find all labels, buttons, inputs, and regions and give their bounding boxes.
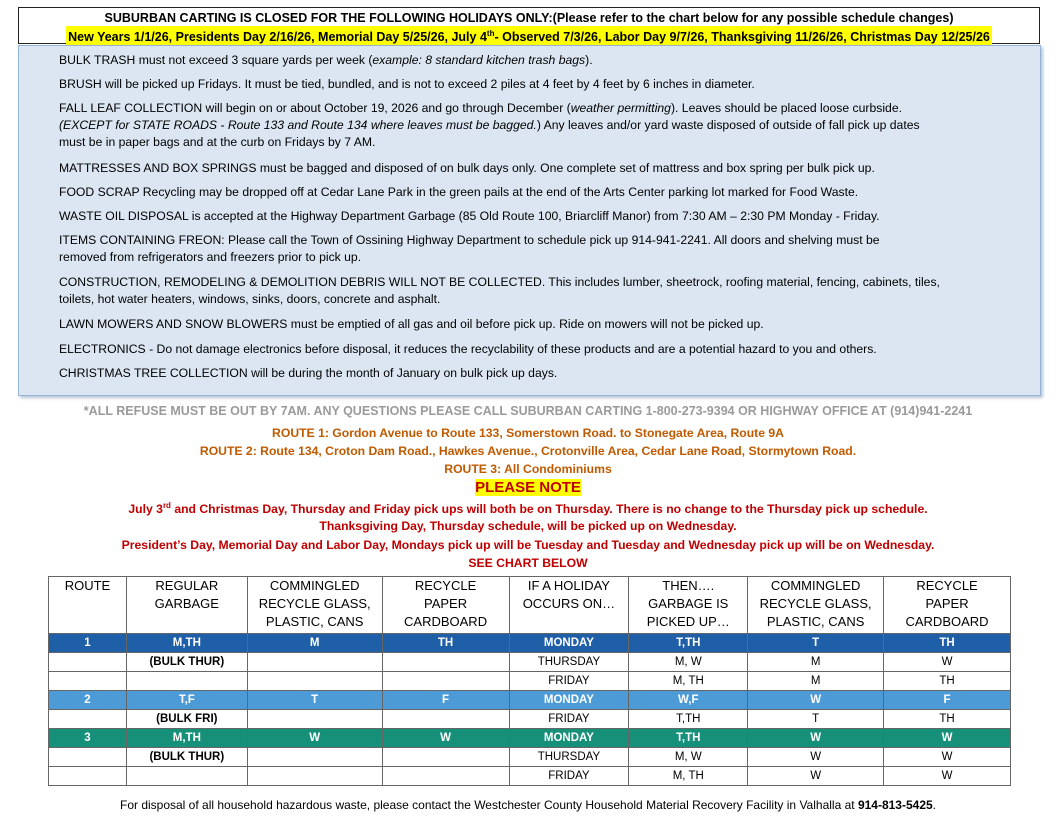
table-row xyxy=(49,748,1011,767)
table-cell: 2 xyxy=(49,691,127,710)
see-chart-below: SEE CHART BELOW xyxy=(468,556,588,570)
table-row xyxy=(49,710,1011,729)
table-cell: F xyxy=(884,691,1011,710)
table-cell xyxy=(382,767,509,786)
column-header: RECYCLE PAPER CARDBOARD xyxy=(382,577,509,634)
table-cell: T xyxy=(748,710,884,729)
table-cell: T,TH xyxy=(629,634,748,653)
table-cell: THURSDAY xyxy=(509,748,629,767)
table-cell xyxy=(382,672,509,691)
table-cell xyxy=(247,710,382,729)
rule-construction: CONSTRUCTION, REMODELING & DEMOLITION DEBRIS WILL NOT BE COLLECTED. This includes lumber, sheetrock, roofing material, fencing, cabinets, tiles, toilets, hot water heaters, windows, sinks, doors, concrete and asphalt. xyxy=(59,275,940,306)
table-cell: W xyxy=(884,653,1011,672)
rule-mattresses: MATTRESSES AND BOX SPRINGS must be bagged and disposed of on bulk days only. One complete set of mattress and box spring per bulk pick up. xyxy=(59,161,875,175)
table-cell: FRIDAY xyxy=(509,672,629,691)
closure-heading: SUBURBAN CARTING IS CLOSED FOR THE FOLLOWING HOLIDAYS ONLY:(Please refer to the chart below for any possible schedule changes) xyxy=(104,11,954,25)
column-header: REGULAR GARBAGE xyxy=(126,577,247,634)
rule-waste-oil: WASTE OIL DISPOSAL is accepted at the Highway Department Garbage (85 Old Route 100, Briarcliff Manor) from 7:30 AM – 2:30 PM Monday - Friday. xyxy=(59,209,880,223)
table-cell: T xyxy=(247,691,382,710)
table-cell: MONDAY xyxy=(509,729,629,748)
rule-fall-leaf: FALL LEAF COLLECTION will begin on or about October 19, 2026 and go through December (weather permitting). Leaves should be placed loose curbside. (EXCEPT for STATE ROADS - Route 133 and Route 134 where leaves must be bagged.) Any leaves and/or yard waste disposed of outside of fall pick up dates must be in paper bags and at the curb on Fridays by 7 AM. xyxy=(59,101,920,149)
column-header: RECYCLE PAPER CARDBOARD xyxy=(884,577,1011,634)
column-header: THEN…. GARBAGE IS PICKED UP… xyxy=(629,577,748,634)
table-cell: M, TH xyxy=(629,767,748,786)
table-cell: W xyxy=(748,691,884,710)
table-cell: TH xyxy=(884,710,1011,729)
table-cell: T xyxy=(748,634,884,653)
rule-christmas-tree: CHRISTMAS TREE COLLECTION will be during the month of January on bulk pick up days. xyxy=(59,366,558,380)
table-cell xyxy=(247,767,382,786)
table-cell: W,F xyxy=(629,691,748,710)
table-cell: F xyxy=(382,691,509,710)
table-cell xyxy=(247,672,382,691)
table-cell xyxy=(126,767,247,786)
table-cell xyxy=(247,653,382,672)
rule-electronics: ELECTRONICS - Do not damage electronics before disposal, it reduces the recyclability of these products and are a potential hazard to you and others. xyxy=(59,342,877,356)
monday-holidays-note: President’s Day, Memorial Day and Labor Day, Mondays pick up will be Tuesday and Tuesday and Wednesday pick up will be on Wednesday. xyxy=(121,538,935,552)
table-cell: MONDAY xyxy=(509,634,629,653)
table-cell xyxy=(49,672,127,691)
table-row xyxy=(49,672,1011,691)
table-row xyxy=(49,691,1011,710)
table-cell: W xyxy=(884,748,1011,767)
table-cell: W xyxy=(748,748,884,767)
table-cell: T,TH xyxy=(629,710,748,729)
please-note-heading: PLEASE NOTE xyxy=(475,479,581,496)
route-1-description: ROUTE 1: Gordon Avenue to Route 133, Somerstown Road. to Stonegate Area, Route 9A xyxy=(272,426,784,440)
table-cell xyxy=(382,748,509,767)
rule-bulk-trash: BULK TRASH must not exceed 3 square yards per week (example: 8 standard kitchen trash bags). xyxy=(59,53,593,67)
table-cell: FRIDAY xyxy=(509,710,629,729)
table-cell: (BULK THUR) xyxy=(126,653,247,672)
table-cell xyxy=(382,653,509,672)
column-header: IF A HOLIDAY OCCURS ON… xyxy=(509,577,629,634)
table-cell: M xyxy=(748,653,884,672)
table-cell xyxy=(49,653,127,672)
table-cell: M,TH xyxy=(126,634,247,653)
july-christmas-note: July 3rd and Christmas Day, Thursday and Friday pick ups will both be on Thursday. There is no change to the Thursday pick up schedule. xyxy=(128,501,928,517)
table-cell xyxy=(49,710,127,729)
route-3-description: ROUTE 3: All Condominiums xyxy=(444,462,612,476)
route-2-description: ROUTE 2: Route 134, Croton Dam Road., Hawkes Avenue., Crotonville Area, Cedar Lane Road, Stormytown Road. xyxy=(199,444,857,458)
column-header: COMMINGLED RECYCLE GLASS, PLASTIC, CANS xyxy=(247,577,382,634)
table-cell xyxy=(49,767,127,786)
table-cell: W xyxy=(382,729,509,748)
rule-freon: ITEMS CONTAINING FREON: Please call the Town of Ossining Highway Department to schedule pick up 914-941-2241. All doors and shelving must be removed from refrigerators and freezers prior to pick up. xyxy=(59,233,880,264)
table-cell: W xyxy=(884,729,1011,748)
table-cell: M, TH xyxy=(629,672,748,691)
table-row xyxy=(49,653,1011,672)
column-header: ROUTE xyxy=(49,577,127,634)
table-cell: THURSDAY xyxy=(509,653,629,672)
table-cell: 1 xyxy=(49,634,127,653)
table-cell xyxy=(247,748,382,767)
column-header: COMMINGLED RECYCLE GLASS, PLASTIC, CANS xyxy=(748,577,884,634)
table-cell: W xyxy=(748,767,884,786)
rule-mowers: LAWN MOWERS AND SNOW BLOWERS must be emptied of all gas and oil before pick up. Ride on mowers will not be picked up. xyxy=(59,317,764,331)
table-cell: W xyxy=(247,729,382,748)
table-cell: TH xyxy=(382,634,509,653)
table-header-row xyxy=(49,577,1011,634)
table-cell: W xyxy=(884,767,1011,786)
table-cell xyxy=(49,748,127,767)
table-cell: 3 xyxy=(49,729,127,748)
holiday-closure-banner xyxy=(18,7,1040,44)
table-cell: M, W xyxy=(629,653,748,672)
table-cell xyxy=(382,710,509,729)
table-row xyxy=(49,767,1011,786)
table-cell: (BULK FRI) xyxy=(126,710,247,729)
table-cell: M, W xyxy=(629,748,748,767)
hazardous-waste-footer: For disposal of all household hazardous waste, please contact the Westchester County Household Material Recovery Facility in Valhalla at 914-813-5425. xyxy=(119,798,937,812)
table-cell xyxy=(126,672,247,691)
rule-food-scrap: FOOD SCRAP Recycling may be dropped off at Cedar Lane Park in the green pails at the end of the Arts Center parking lot marked for Food Waste. xyxy=(59,185,859,199)
table-cell: TH xyxy=(884,672,1011,691)
table-cell: M xyxy=(748,672,884,691)
table-cell: MONDAY xyxy=(509,691,629,710)
table-cell: TH xyxy=(884,634,1011,653)
rule-brush: BRUSH will be picked up Fridays. It must be tied, bundled, and is not to exceed 2 piles at 4 feet by 4 feet by 6 inches in diameter. xyxy=(59,77,755,91)
refuse-time-note: *ALL REFUSE MUST BE OUT BY 7AM. ANY QUESTIONS PLEASE CALL SUBURBAN CARTING 1-800-273-9394 OR HIGHWAY OFFICE AT (914)941-2241 xyxy=(83,404,973,418)
table-cell: T,TH xyxy=(629,729,748,748)
table-cell: M xyxy=(247,634,382,653)
hazardous-waste-phone: 914-813-5425 xyxy=(857,798,933,812)
holiday-dates: New Years 1/1/26, Presidents Day 2/16/26, Memorial Day 5/25/26, July 4th- Observed 7/3/26, Labor Day 9/7/26, Thanksgiving 11/26/26, Christmas Day 12/25/26 xyxy=(66,26,992,45)
table-cell: T,F xyxy=(126,691,247,710)
table-cell: W xyxy=(748,729,884,748)
table-row xyxy=(49,729,1011,748)
table-cell: FRIDAY xyxy=(509,767,629,786)
table-cell: (BULK THUR) xyxy=(126,748,247,767)
thanksgiving-note: Thanksgiving Day, Thursday schedule, will be picked up on Wednesday. xyxy=(319,519,737,533)
pickup-schedule-table xyxy=(48,576,1011,786)
table-row xyxy=(49,634,1011,653)
rules-panel xyxy=(18,45,1041,396)
table-cell: M,TH xyxy=(126,729,247,748)
